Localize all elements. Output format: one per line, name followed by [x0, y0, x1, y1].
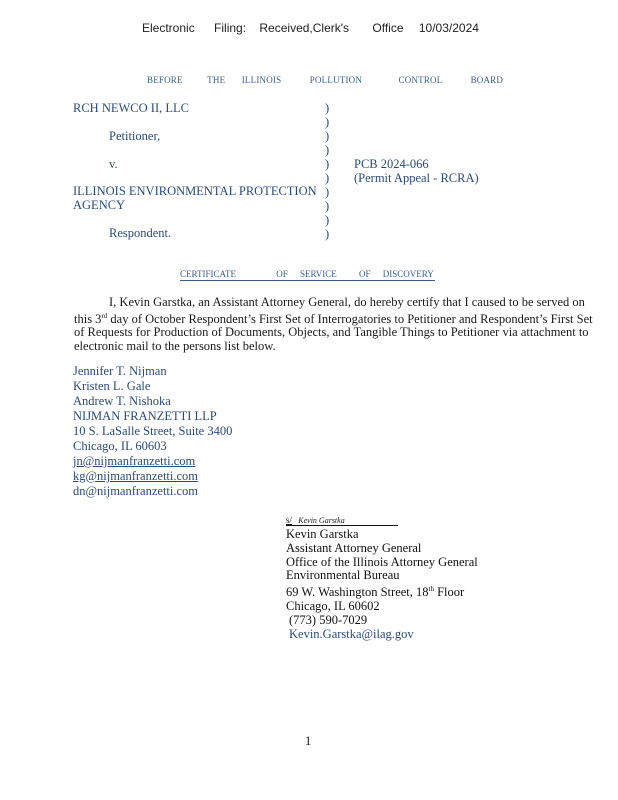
board-word: THE	[207, 75, 226, 85]
signer-address	[286, 583, 478, 600]
caption-paren: )	[325, 143, 330, 157]
signer-name: Kevin Garstka	[286, 527, 359, 541]
filing-office: Office	[372, 21, 404, 35]
signer-phone: (773) 590-7029	[289, 612, 368, 627]
caption-paren: )	[325, 101, 330, 115]
service-list-item: NIJMAN FRANZETTI LLP	[73, 409, 217, 423]
signature-mark: Kevin Garstka	[298, 516, 345, 525]
filing-received: Received,Clerk's	[259, 21, 350, 35]
page-number: 1	[305, 734, 312, 748]
service-list-item: Andrew T. Nishoka	[73, 394, 171, 408]
address-part1: 69 W. Washington Street, 18	[286, 585, 429, 600]
signer-city: Chicago, IL 60602	[286, 599, 380, 614]
caption-paren: )	[325, 115, 330, 129]
cert-word: OF	[359, 269, 371, 279]
board-word: ILLINOIS	[241, 75, 282, 85]
case-type: (Permit Appeal - RCRA)	[354, 171, 479, 185]
caption-paren: )	[325, 213, 330, 227]
versus: v.	[109, 157, 118, 171]
board-word: BEFORE	[147, 75, 183, 85]
petitioner-name: RCH NEWCO II, LLC	[73, 101, 189, 115]
certificate-body	[74, 296, 604, 353]
caption-paren: )	[325, 185, 330, 199]
respondent-name-line1: ILLINOIS ENVIRONMENTAL PROTECTION	[73, 184, 317, 198]
signature-block	[286, 528, 478, 642]
filing-date: 10/03/2024	[418, 21, 479, 35]
board-word: BOARD	[470, 75, 504, 85]
caption-paren: )	[325, 171, 330, 185]
service-email-link[interactable]: jn@nijmanfranzetti.com	[73, 454, 196, 468]
respondent-role: Respondent.	[109, 226, 172, 240]
case-number: PCB 2024-066	[354, 157, 429, 171]
signer-title: Assistant Attorney General	[286, 540, 422, 555]
board-word: CONTROL	[398, 75, 443, 85]
caption-paren: )	[325, 227, 330, 241]
signature-line	[286, 515, 398, 526]
respondent-name-line2: AGENCY	[73, 198, 126, 212]
cert-word: SERVICE	[299, 269, 337, 279]
caption-paren: )	[325, 199, 330, 213]
service-list-item: Kristen L. Gale	[73, 379, 151, 393]
address-part2: Floor	[433, 585, 465, 600]
caption-paren: )	[325, 157, 330, 171]
signer-office: Office of the Illinois Attorney General	[286, 554, 478, 569]
cert-word: CERTIFICATE	[180, 269, 236, 279]
service-list	[73, 364, 232, 499]
board-header	[147, 75, 503, 85]
certificate-title	[180, 269, 435, 281]
body-text-part1: I, Kevin Garstka, an Assistant Attorney General, do hereby certify that I caused to be served on this 3	[74, 295, 585, 326]
service-list-item: Jennifer T. Nijman	[73, 364, 167, 378]
caption-paren: )	[325, 129, 330, 143]
filing-filing: Filing:	[214, 21, 247, 35]
cert-word: OF	[276, 269, 288, 279]
service-email-link[interactable]: kg@nijmanfranzetti.com	[73, 469, 199, 483]
signature-prefix: s/	[286, 515, 293, 525]
petitioner-role: Petitioner,	[109, 129, 161, 143]
filing-header	[142, 21, 479, 35]
signer-bureau: Environmental Bureau	[286, 568, 400, 583]
body-text-part2: day of October Respondent’s First Set of Interrogatories to Petitioner and Respondent’s First Set of Requests for Production of Documents, Objects, and Tangible Things to Petitioner via attachment to electronic mail to the persons list below.	[74, 311, 593, 353]
cert-word: DISCOVERY	[382, 269, 434, 279]
service-list-item: Chicago, IL 60603	[73, 439, 167, 453]
address-superscript: th	[428, 585, 434, 594]
service-list-item: 10 S. LaSalle Street, Suite 3400	[73, 424, 233, 438]
body-superscript: rd	[101, 311, 108, 320]
service-email-link[interactable]: dn@nijmanfranzetti.com	[73, 484, 199, 498]
filing-electronic: Electronic	[142, 21, 195, 35]
signer-email[interactable]: Kevin.Garstka@ilag.gov	[289, 626, 414, 641]
board-word: POLLUTION	[309, 75, 363, 85]
